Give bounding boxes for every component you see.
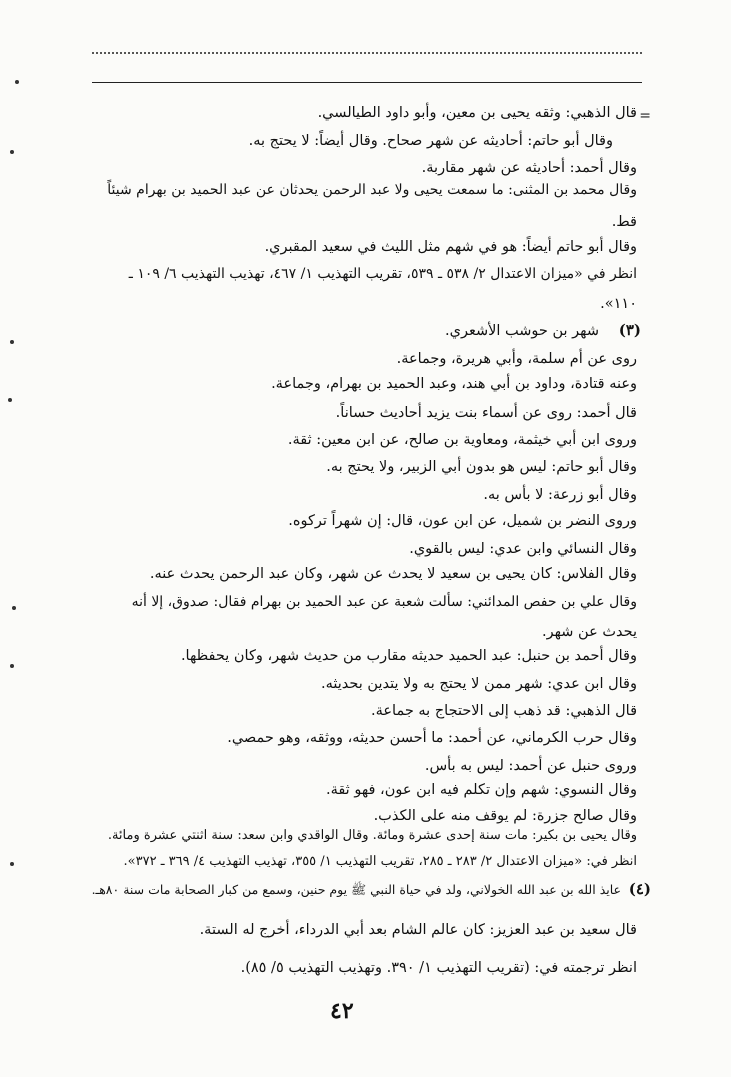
text-line: روى عن أم سلمة، وأبي هريرة، وجماعة. [396,351,637,367]
text-line: وروى النضر بن شميل، عن ابن عون، قال: إن شهراً تركوه. [288,513,637,529]
footnote-heading: شهر بن حوشب الأشعري. [445,323,599,339]
citation-line: انظر في «ميزان الاعتدال ٢/ ٥٣٨ ـ ٥٣٩، تقريب التهذيب ١/ ٤٦٧، تهذيب التهذيب ٦/ ١٠٩ ـ [128,266,637,282]
text-line: وروى حنبل عن أحمد: ليس به بأس. [424,758,637,774]
scan-speck [10,862,14,866]
continuation-mark: = [639,108,651,124]
text-line: وقال يحيى بن بكير: مات سنة إحدى عشرة ومائة. وقال الواقدي وابن سعد: سنة اثنتي عشرة ومائة. [107,828,637,843]
text-line: وقال النسائي وابن عدي: ليس بالقوي. [409,541,637,557]
text-line: وقال ابن عدي: شهر ممن لا يحتج به ولا يتدين بحديثه. [321,676,637,692]
text-line: وقال أحمد بن حنبل: عبد الحميد حديثه مقارب من حديث شهر، وكان يحفظها. [180,648,637,664]
text-line: يحدث عن شهر. [541,624,637,640]
citation-line: ١١٠». [600,296,637,312]
text-line: وقال أحمد: أحاديثه عن شهر مقاربة. [421,160,637,176]
text-line: وقال النسوي: شهم وإن تكلم فيه ابن عون، فهو ثقة. [325,782,637,798]
text-line: قال الذهبي: وثقه يحيى بن معين، وأبو داود الطيالسي. [317,105,637,121]
citation-line: انظر ترجمته في: (تقريب التهذيب ١/ ٣٩٠. وتهذيب التهذيب ٥/ ٨٥). [240,960,637,976]
scan-speck [10,340,14,344]
footnote-heading: عايذ الله بن عبد الله الخولاني، ولد في حياة النبي ﷺ يوم حنين، وسمع من كبار الصحابة مات سنة ٨٠هـ. [91,882,621,897]
text-line: وقال حرب الكرماني، عن أحمد: ما أحسن حديثه، ووثقه، وهو حمصي. [227,730,637,746]
text-line: وقال محمد بن المثنى: ما سمعت يحيى ولا عبد الرحمن يحدثان عن عبد الحميد بن بهرام شيئاً [107,182,637,198]
text-line: وقال صالح جزرة: لم يوقف منه على الكذب. [373,808,637,824]
text-line: وعنه قتادة، وداود بن أبي هند، وعبد الحميد بن بهرام، وجماعة. [271,376,637,392]
scan-speck [12,606,16,610]
footnote-number: (٣) [618,321,641,339]
scan-speck [10,664,14,668]
text-line: وقال علي بن حفص المدائني: سألت شعبة عن عبد الحميد بن بهرام فقال: صدوق، إلا أنه [131,594,637,610]
text-line: وقال أبو حاتم: أحاديثه عن شهر صحاح. وقال أيضاً: لا يحتج به. [248,133,613,149]
footnote-number: (٤) [628,880,651,898]
scan-speck [15,80,19,84]
text-line: وقال الفلاس: كان يحيى بن سعيد لا يحدث عن شهر، وكان عبد الرحمن يحدث عنه. [149,566,637,582]
text-line: وقال أبو حاتم: ليس هو بدون أبي الزبير، ولا يحتج به. [326,459,637,475]
dotted-header-rule [92,40,642,54]
text-line: وقال أبو زرعة: لا بأس به. [483,487,637,503]
text-line: قال أحمد: روى عن أسماء بنت يزيد أحاديث حساناً. [335,405,637,421]
scan-speck [8,398,12,402]
footnote-separator-rule [92,82,642,83]
citation-line: انظر في: «ميزان الاعتدال ٢/ ٢٨٣ ـ ٢٨٥، تقريب التهذيب ١/ ٣٥٥، تهذيب التهذيب ٤/ ٣٦٩ ـ ٣٧٢». [123,854,637,869]
scan-speck [10,150,14,154]
text-line: قط. [611,214,637,230]
text-line: قال الذهبي: قد ذهب إلى الاحتجاج به جماعة. [371,703,637,719]
text-line: وقال أبو حاتم أيضاً: هو في شهم مثل الليث في سعيد المقبري. [264,239,637,255]
page-number: ٤٢ [330,998,354,1024]
text-line: وروى ابن أبي خيثمة، ومعاوية بن صالح، عن ابن معين: ثقة. [287,432,637,448]
text-line: قال سعيد بن عبد العزيز: كان عالم الشام بعد أبي الدرداء، أخرج له الستة. [199,922,637,938]
